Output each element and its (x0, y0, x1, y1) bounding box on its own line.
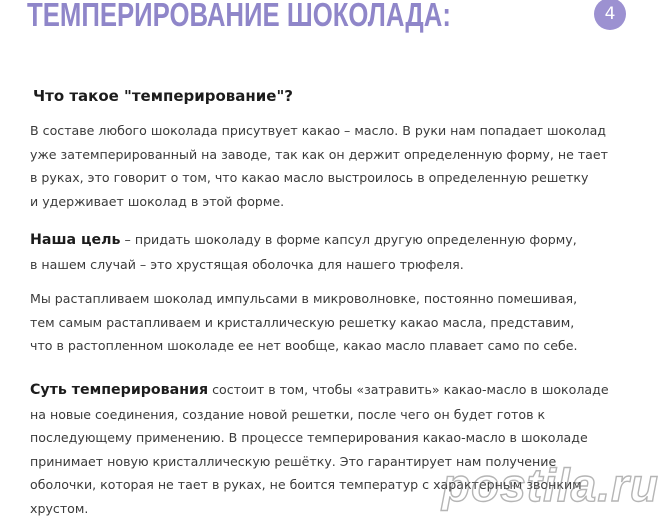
paragraph-line (30, 378, 609, 403)
paragraph-line-rest: – придать шоколаду в форме капсул другую определенную форму, (120, 232, 577, 247)
paragraph-melting (30, 287, 578, 358)
page-number-badge: 4 (594, 0, 626, 30)
section-subtitle: Что такое "темперирование"? (33, 87, 293, 105)
paragraph-line: на новые соединения, создание новой решетки, после чего он будет готов к (30, 406, 546, 422)
paragraph-intro (30, 119, 608, 213)
paragraph-goal (30, 228, 577, 276)
paragraph-lead: Суть темперирования (30, 382, 209, 398)
page-title: ТЕМПЕРИРОВАНИЕ ШОКОЛАДА: (27, 0, 451, 33)
paragraph-line: в нашем случай – это хрустящая оболочка для нашего трюфеля. (30, 256, 464, 272)
paragraph-line-rest: состоит в том, чтобы «затравить» какао-масло в шоколаде (208, 382, 609, 397)
watermark-logo: postila.ru (442, 459, 660, 511)
paragraph-line: Мы растапливаем шоколад импульсами в микроволновке, постоянно помешивая, (30, 291, 578, 306)
paragraph-line: уже затемперированный на заводе, так как он держит определенную форму, не тает (30, 146, 608, 162)
paragraph-line: что в растопленном шоколаде ее нет вообще, какао масло плавает само по себе. (30, 338, 578, 353)
paragraph-line: и удерживает шоколад в этой форме. (30, 193, 285, 209)
paragraph-line: в руках, это говорит о том, что какао масло выстроилось в определенную решетку (30, 170, 589, 185)
paragraph-line: В составе любого шоколада присутвует какао – масло. В руки нам попадает шоколад (30, 123, 607, 138)
paragraph-line (30, 228, 577, 253)
paragraph-line: тем самым растапливаем и кристаллическую решетку какао масла, представим, (30, 314, 575, 330)
paragraph-lead: Наша цель (30, 232, 121, 248)
paragraph-line: хрустом. (30, 500, 89, 516)
paragraph-line: принимает новую кристаллическую решётку. Это гарантирует нам получение (30, 453, 557, 469)
paragraph-line: оболочки, которая не тает в руках, не боится температур с характерным звонким (30, 477, 582, 492)
paragraph-line: последующему применению. В процессе темперирования какао-масло в шоколаде (30, 430, 588, 445)
